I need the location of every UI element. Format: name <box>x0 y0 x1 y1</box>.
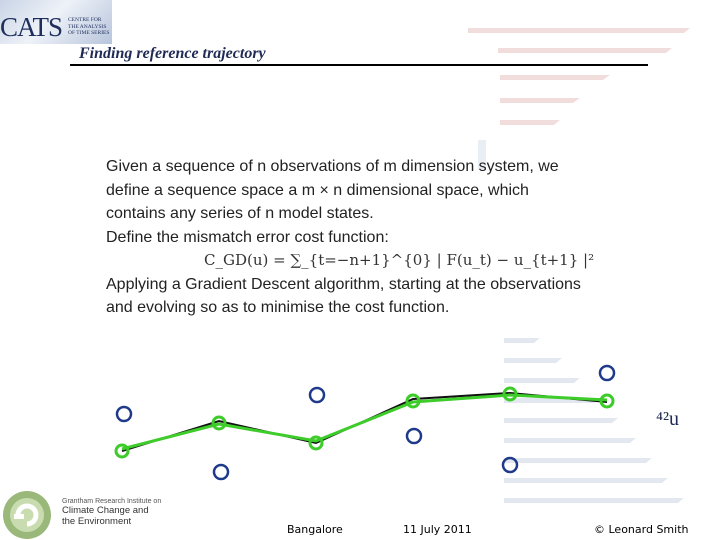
text-line: and evolving so as to minimise the cost function. <box>106 299 450 316</box>
gradient-descent-trajectory-line <box>122 395 607 449</box>
page-title: Finding reference trajectory <box>79 45 266 62</box>
cost-function-formula: C_GD(u) = ∑_{t=−n+1}^{0} | F(u_t) − u_{t+1} |² <box>204 251 595 269</box>
text-line: Given a sequence of n observations of m dimension system, we <box>106 158 559 175</box>
institute-name: Grantham Research Institute on Climate Change and the Environment <box>62 498 162 527</box>
footer-author: © Leonard Smith <box>594 523 689 536</box>
observation-point <box>600 366 614 380</box>
observation-point <box>117 407 131 421</box>
observation-point <box>214 465 228 479</box>
observation-point <box>407 429 421 443</box>
text-line: define a sequence space a m × n dimensional space, which <box>106 181 529 199</box>
logo-text: CATS <box>0 12 63 42</box>
grantham-logo-icon <box>0 488 56 540</box>
footer-date: 11 July 2011 <box>403 523 472 536</box>
footer-location: Bangalore <box>287 523 343 536</box>
observation-point <box>310 388 324 402</box>
text-line: Applying a Gradient Descent algorithm, starting at the observations <box>106 275 581 293</box>
state-label: ⁴²u <box>656 408 679 430</box>
text-line: Define the mismatch error cost function: <box>106 228 389 246</box>
observation-point <box>503 458 517 472</box>
text-line: contains any series of n model states. <box>106 205 374 222</box>
logo-subtitle: CENTRE FOR THE ANALYSIS OF TIME SERIES <box>68 17 110 36</box>
